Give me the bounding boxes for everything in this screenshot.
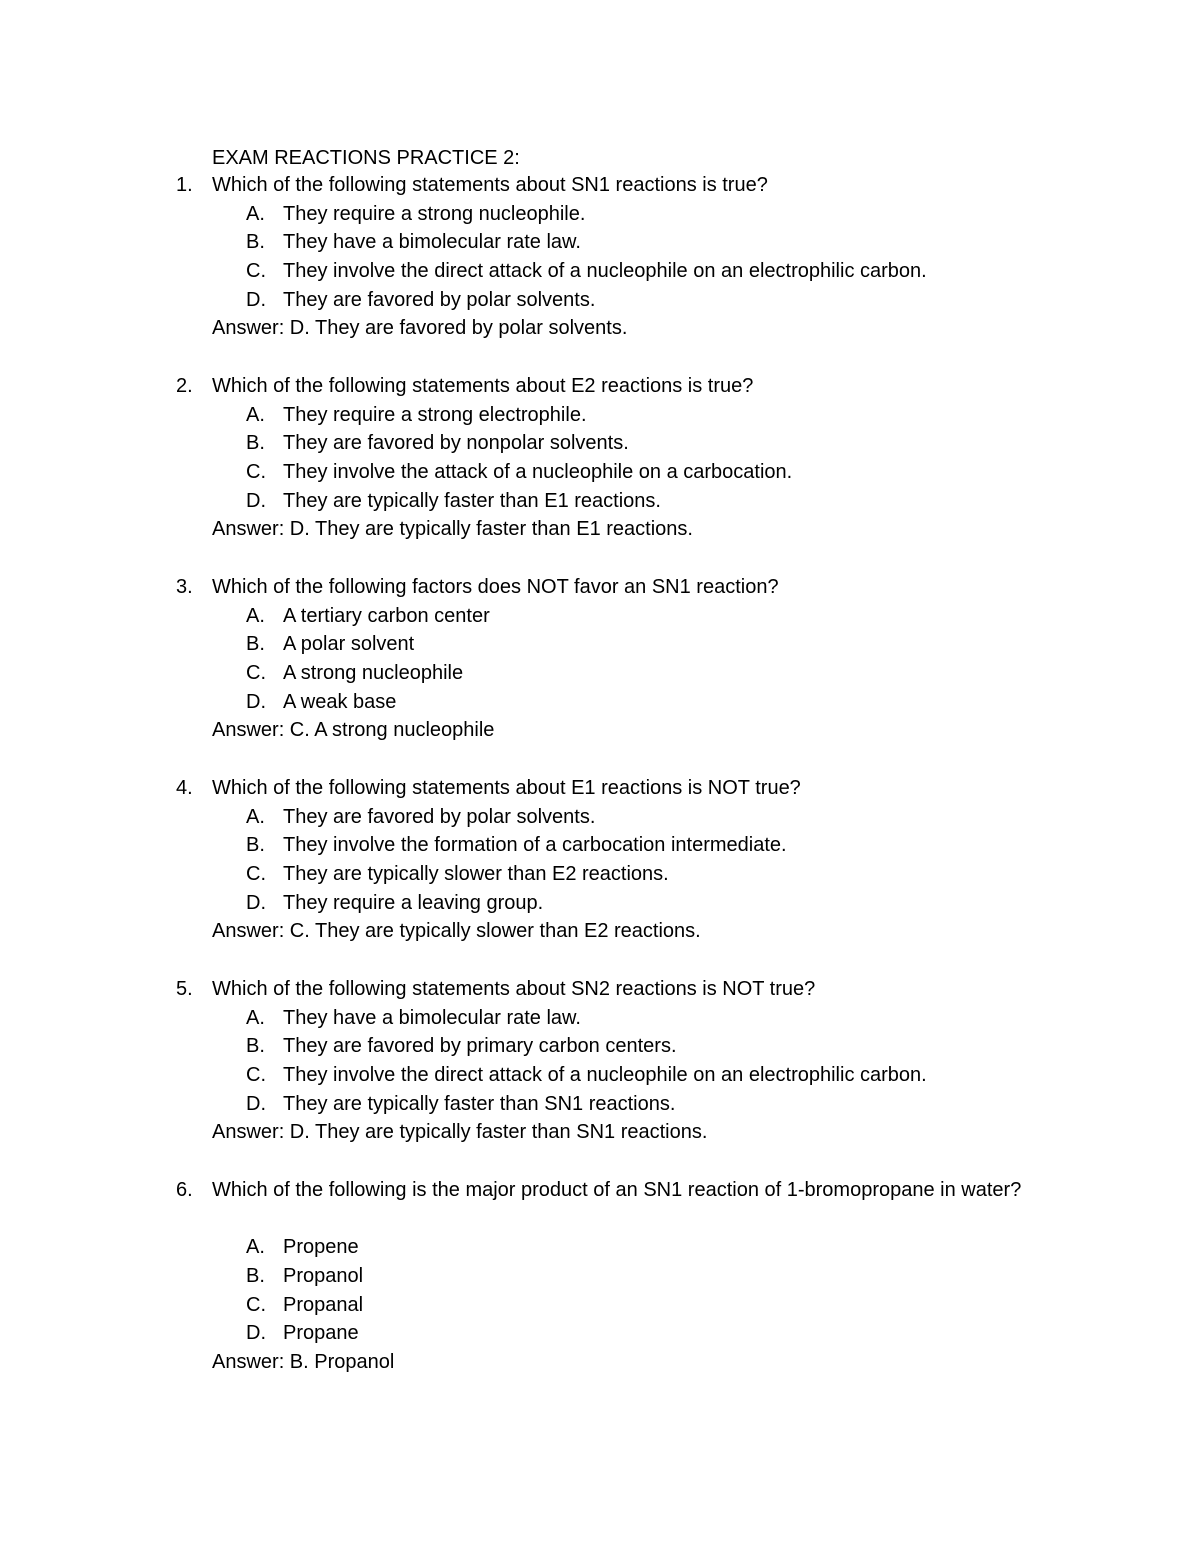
question-number: 4. bbox=[176, 777, 193, 799]
option-letter: C. bbox=[246, 260, 266, 283]
option-letter: D. bbox=[246, 1092, 266, 1115]
question-number: 2. bbox=[176, 375, 193, 397]
option-letter: A. bbox=[246, 403, 265, 426]
question-5 bbox=[0, 975, 1200, 1147]
option-letter: C. bbox=[246, 1293, 266, 1316]
option-text: They involve the attack of a nucleophile on a carbocation. bbox=[283, 461, 793, 484]
answer-text: Answer: C. They are typically slower than E2 reactions. bbox=[212, 920, 701, 943]
option-letter: A. bbox=[246, 202, 265, 225]
option-letter: B. bbox=[246, 1265, 265, 1288]
option-text: They involve the direct attack of a nucleophile on an electrophilic carbon. bbox=[283, 260, 927, 283]
option-text: A polar solvent bbox=[283, 633, 415, 656]
answer-line bbox=[0, 1118, 1200, 1147]
question-stem bbox=[0, 372, 1200, 401]
question-text: Which of the following statements about E1 reactions is NOT true? bbox=[212, 777, 801, 799]
option-b bbox=[0, 1032, 1200, 1061]
option-d bbox=[0, 1090, 1200, 1119]
option-d bbox=[0, 487, 1200, 516]
question-text: Which of the following statements about SN1 reactions is true? bbox=[212, 174, 768, 196]
option-c bbox=[0, 659, 1200, 688]
answer-text: Answer: D. They are typically faster than E1 reactions. bbox=[212, 518, 693, 541]
question-text: Which of the following statements about E2 reactions is true? bbox=[212, 375, 754, 397]
page-title: EXAM REACTIONS PRACTICE 2: bbox=[212, 147, 520, 169]
question-number: 3. bbox=[176, 576, 193, 598]
option-letter: C. bbox=[246, 662, 266, 685]
question-stem bbox=[0, 975, 1200, 1004]
option-text: They are favored by polar solvents. bbox=[283, 805, 596, 828]
option-a bbox=[0, 401, 1200, 430]
option-text: A weak base bbox=[283, 690, 397, 713]
option-letter: C. bbox=[246, 461, 266, 484]
question-4 bbox=[0, 774, 1200, 946]
option-letter: C. bbox=[246, 1064, 266, 1087]
option-d bbox=[0, 688, 1200, 717]
question-stem bbox=[0, 573, 1200, 602]
option-letter: C. bbox=[246, 863, 266, 886]
option-text: They involve the direct attack of a nucleophile on an electrophilic carbon. bbox=[283, 1064, 927, 1087]
option-c bbox=[0, 1061, 1200, 1090]
option-letter: D. bbox=[246, 690, 266, 713]
option-text: Propane bbox=[283, 1322, 359, 1345]
option-a bbox=[0, 1004, 1200, 1033]
option-text: A strong nucleophile bbox=[283, 662, 464, 685]
question-stem bbox=[0, 774, 1200, 803]
option-c bbox=[0, 458, 1200, 487]
option-letter: A. bbox=[246, 805, 265, 828]
option-text: Propanal bbox=[283, 1293, 364, 1316]
option-letter: D. bbox=[246, 288, 266, 311]
option-letter: D. bbox=[246, 891, 266, 914]
option-b bbox=[0, 1262, 1200, 1291]
question-number: 1. bbox=[176, 174, 193, 196]
option-text: A tertiary carbon center bbox=[283, 604, 490, 627]
answer-line bbox=[0, 314, 1200, 343]
answer-text: Answer: D. They are typically faster than SN1 reactions. bbox=[212, 1121, 708, 1144]
option-letter: B. bbox=[246, 633, 265, 656]
option-c bbox=[0, 257, 1200, 286]
option-b bbox=[0, 831, 1200, 860]
answer-line bbox=[0, 1348, 1200, 1377]
option-text: They are typically faster than SN1 reactions. bbox=[283, 1092, 676, 1115]
question-text: Which of the following is the major product of an SN1 reaction of 1-bromopropane in water? bbox=[212, 1179, 1022, 1201]
option-b bbox=[0, 228, 1200, 257]
option-text: They have a bimolecular rate law. bbox=[283, 1006, 581, 1029]
option-text: They require a leaving group. bbox=[283, 891, 544, 914]
option-letter: D. bbox=[246, 489, 266, 512]
option-a bbox=[0, 200, 1200, 229]
question-number: 6. bbox=[176, 1179, 193, 1201]
option-b bbox=[0, 630, 1200, 659]
option-c bbox=[0, 860, 1200, 889]
question-text: Which of the following statements about SN2 reactions is NOT true? bbox=[212, 978, 816, 1000]
option-letter: B. bbox=[246, 1035, 265, 1058]
answer-line bbox=[0, 515, 1200, 544]
question-stem bbox=[0, 171, 1200, 200]
answer-line bbox=[0, 716, 1200, 745]
option-text: Propene bbox=[283, 1236, 359, 1259]
option-a bbox=[0, 602, 1200, 631]
option-letter: A. bbox=[246, 1006, 265, 1029]
question-6 bbox=[0, 1176, 1200, 1377]
option-text: Propanol bbox=[283, 1265, 364, 1288]
answer-line bbox=[0, 917, 1200, 946]
option-text: They involve the formation of a carbocation intermediate. bbox=[283, 834, 787, 857]
answer-text: Answer: D. They are favored by polar solvents. bbox=[212, 317, 628, 340]
option-text: They require a strong nucleophile. bbox=[283, 202, 586, 225]
option-text: They require a strong electrophile. bbox=[283, 403, 587, 426]
option-text: They are favored by primary carbon centers. bbox=[283, 1035, 677, 1058]
option-letter: B. bbox=[246, 834, 265, 857]
answer-text: Answer: B. Propanol bbox=[212, 1351, 395, 1374]
option-text: They have a bimolecular rate law. bbox=[283, 231, 581, 254]
option-b bbox=[0, 429, 1200, 458]
option-letter: A. bbox=[246, 1236, 265, 1259]
question-1 bbox=[0, 171, 1200, 343]
option-d bbox=[0, 286, 1200, 315]
option-d bbox=[0, 889, 1200, 918]
option-letter: D. bbox=[246, 1322, 266, 1345]
question-text: Which of the following factors does NOT favor an SN1 reaction? bbox=[212, 576, 779, 598]
option-d bbox=[0, 1319, 1200, 1348]
option-text: They are typically slower than E2 reactions. bbox=[283, 863, 669, 886]
option-letter: B. bbox=[246, 432, 265, 455]
option-text: They are favored by polar solvents. bbox=[283, 288, 596, 311]
option-a bbox=[0, 1233, 1200, 1262]
option-letter: B. bbox=[246, 231, 265, 254]
question-stem bbox=[0, 1176, 1200, 1233]
option-letter: A. bbox=[246, 604, 265, 627]
question-number: 5. bbox=[176, 978, 193, 1000]
option-a bbox=[0, 803, 1200, 832]
answer-text: Answer: C. A strong nucleophile bbox=[212, 719, 495, 742]
option-text: They are typically faster than E1 reactions. bbox=[283, 489, 661, 512]
question-3 bbox=[0, 573, 1200, 745]
option-text: They are favored by nonpolar solvents. bbox=[283, 432, 629, 455]
question-2 bbox=[0, 372, 1200, 544]
option-c bbox=[0, 1291, 1200, 1320]
